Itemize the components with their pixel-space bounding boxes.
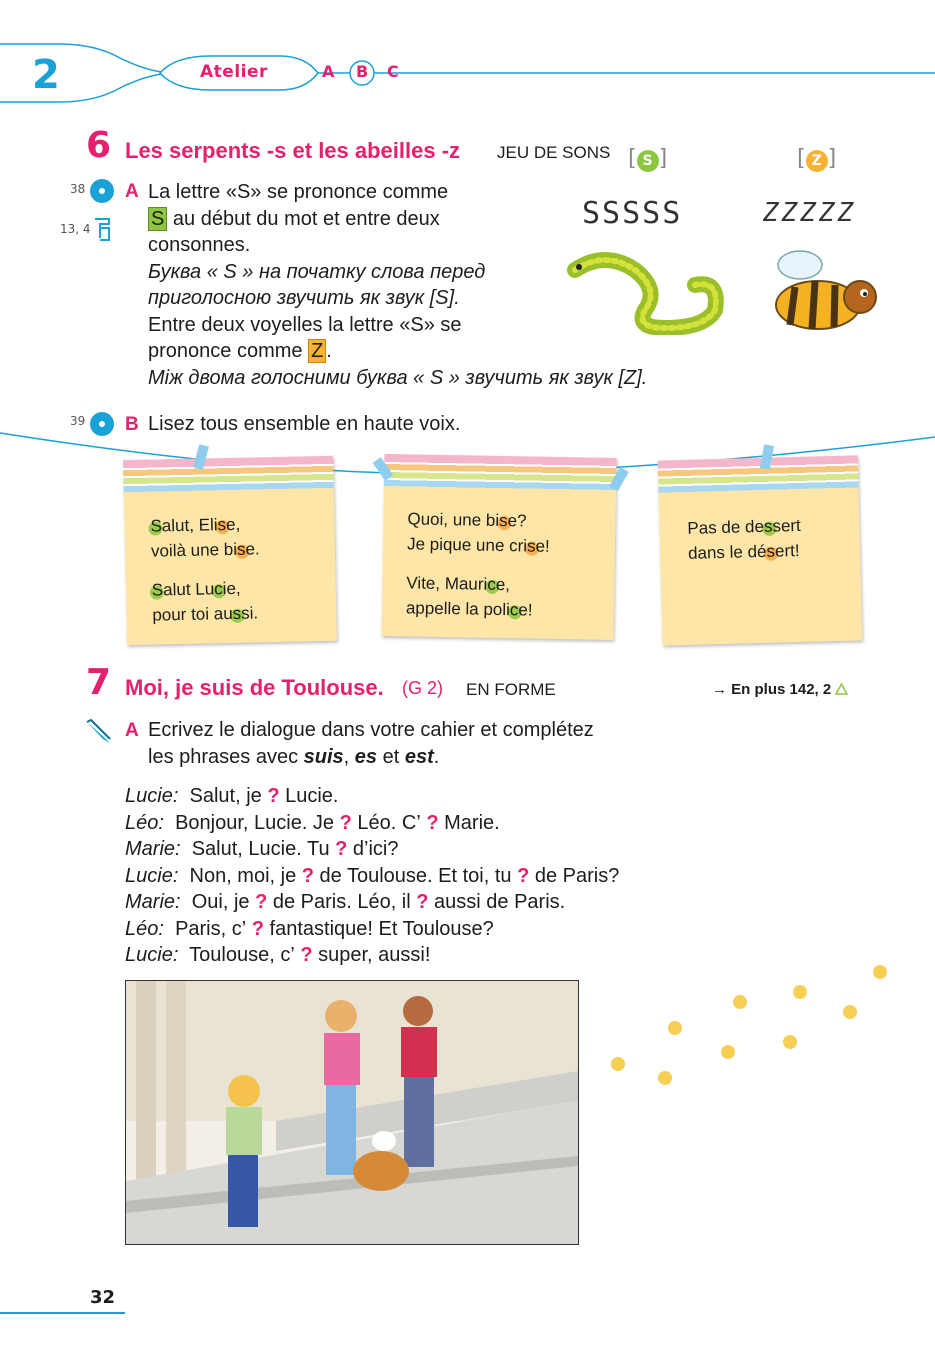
part-b-letter: B bbox=[125, 414, 139, 435]
workbook-icon bbox=[93, 216, 113, 242]
speaker-name: Léo: bbox=[125, 811, 164, 834]
rule-line: La lettre «S» se prononce comme bbox=[148, 181, 449, 203]
dialogue-text: Salut, je bbox=[189, 785, 268, 807]
translation-line: Між двома голосними буква « S » звучить як звук [Z]. bbox=[148, 366, 648, 389]
translation-line: Буква « S » на початку слова перед bbox=[148, 260, 486, 283]
exercise-6-number: 6 bbox=[86, 125, 112, 166]
blank-marker: ? bbox=[339, 811, 358, 834]
translation-line: приголосною звучить як звук [S]. bbox=[148, 287, 460, 309]
note-line: Quoi, une bise? bbox=[407, 509, 527, 531]
note-line: Salut Lucie, bbox=[151, 578, 241, 600]
sound-z-code: Z bbox=[308, 339, 326, 363]
pencil-icon bbox=[84, 717, 114, 745]
dialogue-text: fantastique! Et Toulouse? bbox=[269, 917, 494, 940]
note-line: Pas de dessert bbox=[687, 515, 802, 538]
speaker-name: Marie: bbox=[125, 838, 181, 860]
blank-marker: ? bbox=[301, 864, 320, 887]
page-number: 32 bbox=[90, 1287, 116, 1308]
street-illustration bbox=[125, 980, 579, 1245]
exercise-7-number: 7 bbox=[86, 662, 112, 703]
blank-marker: ? bbox=[246, 917, 270, 940]
bee-illustration bbox=[760, 235, 890, 340]
sound-s-badge: [ S ] bbox=[628, 146, 668, 171]
speaker-name: Lucie: bbox=[125, 785, 179, 807]
dialogue-text: Salut, Lucie. Tu bbox=[191, 838, 336, 860]
footer-rule bbox=[0, 1312, 125, 1314]
dialogue-line bbox=[125, 889, 665, 916]
dialogue-line bbox=[125, 942, 665, 969]
triangle-level-icon bbox=[835, 683, 848, 695]
note-line: appelle la police! bbox=[405, 598, 533, 620]
dialogue bbox=[125, 783, 665, 969]
note-line: voilà une bise. bbox=[150, 539, 260, 561]
speaker-name: Marie: bbox=[125, 891, 181, 913]
speaker-name: Lucie: bbox=[125, 944, 179, 966]
bee-sound-text: ZZZZZ bbox=[763, 198, 857, 228]
exercise-7-title: Moi, je suis de Toulouse. bbox=[125, 675, 384, 700]
blank-marker: ? bbox=[517, 864, 535, 887]
speaker-name: Lucie: bbox=[125, 864, 179, 887]
dialogue-text: Non, moi, je bbox=[189, 864, 302, 887]
sticky-note-3 bbox=[658, 455, 863, 645]
track-number-38: 38 bbox=[70, 182, 86, 196]
exercise-6-title: Les serpents -s et les abeilles -z bbox=[125, 138, 461, 163]
sticky-note-1 bbox=[123, 456, 337, 645]
dialogue-text: aussi de Paris. bbox=[434, 891, 566, 913]
step-a: A bbox=[322, 62, 335, 81]
unit-number: 2 bbox=[32, 52, 60, 98]
grammar-reference: (G 2) bbox=[402, 678, 444, 698]
audio-cd-icon[interactable] bbox=[90, 179, 114, 203]
speaker-name: Léo: bbox=[125, 917, 164, 940]
dialogue-text: de Paris? bbox=[534, 864, 620, 887]
dialogue-line bbox=[125, 916, 665, 943]
dialogue-text: de Paris. Léo, il bbox=[272, 891, 417, 913]
dialogue-line bbox=[125, 810, 665, 837]
atelier-label: Atelier bbox=[200, 62, 268, 82]
blank-marker: ? bbox=[420, 811, 445, 834]
dialogue-text: Toulouse, c’ bbox=[189, 944, 295, 966]
dialogue-text: d’ici? bbox=[352, 838, 399, 860]
part-b-instruction: Lisez tous ensemble en haute voix. bbox=[148, 413, 461, 435]
rule-line: prononce comme Z . bbox=[148, 340, 332, 362]
blank-marker: ? bbox=[416, 891, 435, 913]
dialogue-text: Bonjour, Lucie. Je bbox=[175, 811, 340, 834]
note-line: dans le désert! bbox=[687, 540, 800, 563]
snake-sound-text: SSSSS bbox=[582, 196, 683, 231]
part-a-instruction: Ecrivez le dialogue dans votre cahier et complétez les phrases avec suis, es et est. bbox=[148, 719, 594, 768]
part-a-text bbox=[148, 179, 668, 391]
step-c: C bbox=[387, 62, 399, 81]
exercise-7-subtitle: EN FORME bbox=[466, 680, 556, 699]
blank-marker: ? bbox=[294, 944, 319, 966]
dialogue-text: de Toulouse. Et toi, tu bbox=[319, 864, 518, 887]
header-decoration bbox=[0, 40, 935, 110]
dialogue-line bbox=[125, 783, 665, 810]
blank-marker: ? bbox=[255, 891, 273, 913]
note-line: Salut, Elise, bbox=[150, 514, 241, 536]
dialogue-text: Paris, c’ bbox=[175, 917, 247, 940]
sound-z-badge: [ Z ] bbox=[797, 146, 837, 171]
note-line: pour toi aussi. bbox=[152, 603, 259, 625]
part-a-letter: A bbox=[125, 181, 139, 202]
en-plus-reference[interactable]: → En plus 142, 2 bbox=[712, 681, 848, 698]
rule-line: S au début du mot et entre deux bbox=[148, 206, 668, 233]
blank-marker: ? bbox=[267, 785, 286, 807]
track-number-39: 39 bbox=[70, 414, 86, 428]
paw-prints-decoration bbox=[600, 960, 900, 1090]
exercise-6-subtitle: JEU DE SONS bbox=[497, 143, 611, 162]
dialogue-text: Oui, je bbox=[191, 891, 256, 913]
blank-marker: ? bbox=[335, 838, 353, 860]
note-line: Vite, Maurice, bbox=[406, 573, 511, 595]
note-line: Je pique une crise! bbox=[406, 534, 550, 556]
dialogue-line bbox=[125, 836, 665, 863]
part-a-letter: A bbox=[125, 720, 139, 741]
dialogue-line bbox=[125, 863, 665, 890]
step-b: B bbox=[356, 62, 369, 81]
dialogue-text: Lucie. bbox=[285, 785, 339, 807]
dialogue-text: super, aussi! bbox=[318, 944, 431, 966]
sticky-note-2 bbox=[381, 454, 616, 640]
dialogue-text: Marie. bbox=[444, 811, 500, 834]
sound-s-code: S bbox=[148, 207, 167, 231]
dialogue-text: Léo. C’ bbox=[357, 811, 421, 834]
rule-line: consonnes. bbox=[148, 234, 251, 256]
rule-line: Entre deux voyelles la lettre «S» se bbox=[148, 313, 462, 336]
reference-number: 13, 4 bbox=[60, 222, 91, 236]
